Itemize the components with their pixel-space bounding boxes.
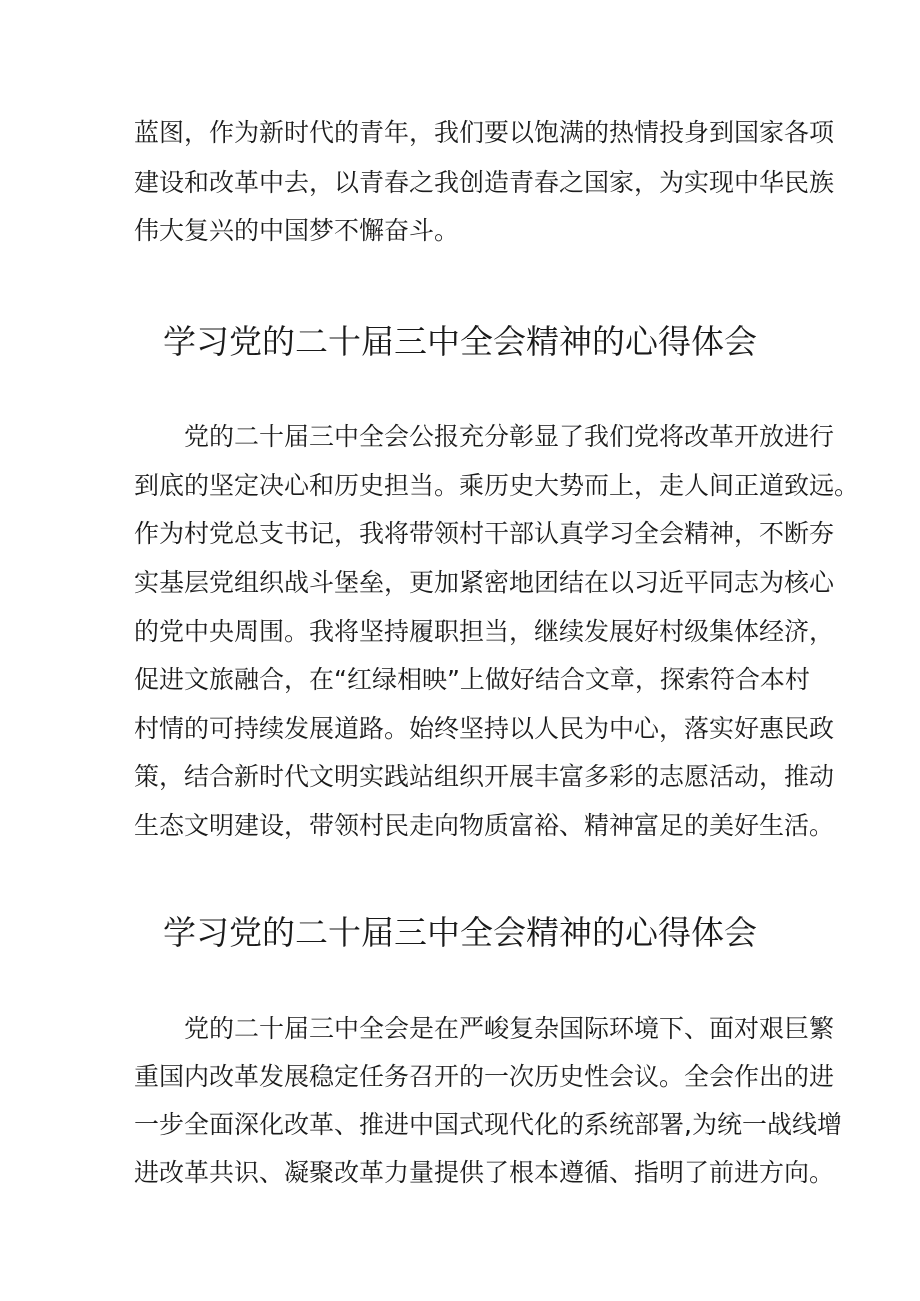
- paragraph-line: 到底的坚定决心和历史担当。乘历史大势而上，走人间正道致远。: [134, 471, 860, 500]
- paragraph-line: 重国内改革发展稳定任务召开的一次历史性会议。全会作出的进: [134, 1062, 835, 1091]
- paragraph-line: 村情的可持续发展道路。始终坚持以人民为中心，落实好惠民政: [134, 714, 835, 743]
- paragraph-line: 伟大复兴的中国梦不懈奋斗。: [134, 216, 460, 245]
- paragraph-line: 党的二十届三中全会公报充分彰显了我们党将改革开放进行: [134, 422, 835, 451]
- paragraph-line: 进改革共识、凝聚改革力量提供了根本遵循、指明了前进方向。: [134, 1158, 835, 1187]
- section-title: 学习党的二十届三中全会精神的心得体会: [163, 322, 757, 361]
- paragraph-line: 作为村党总支书记，我将带领村干部认真学习全会精神，不断夯: [134, 519, 835, 548]
- paragraph-line: 的党中央周围。我将坚持履职担当，继续发展好村级集体经济，: [134, 617, 835, 646]
- paragraph-line: 实基层党组织战斗堡垒，更加紧密地团结在以习近平同志为核心: [134, 568, 835, 597]
- paragraph-line: 一步全面深化改革、推进中国式现代化的系统部署,为统一战线增: [134, 1110, 842, 1139]
- paragraph-line: 生态文明建设，带领村民走向物质富裕、精神富足的美好生活。: [134, 811, 835, 840]
- paragraph-line: 策，结合新时代文明实践站组织开展丰富多彩的志愿活动，推动: [134, 762, 835, 791]
- paragraph-line: 蓝图，作为新时代的青年，我们要以饱满的热情投身到国家各项: [134, 118, 835, 147]
- paragraph-line: 党的二十届三中全会是在严峻复杂国际环境下、面对艰巨繁: [134, 1014, 835, 1043]
- paragraph-line: 建设和改革中去，以青春之我创造青春之国家，为实现中华民族: [134, 168, 835, 197]
- paragraph-line: 促进文旅融合，在“红绿相映”上做好结合文章，探索符合本村: [134, 665, 810, 694]
- section-title: 学习党的二十届三中全会精神的心得体会: [163, 913, 757, 952]
